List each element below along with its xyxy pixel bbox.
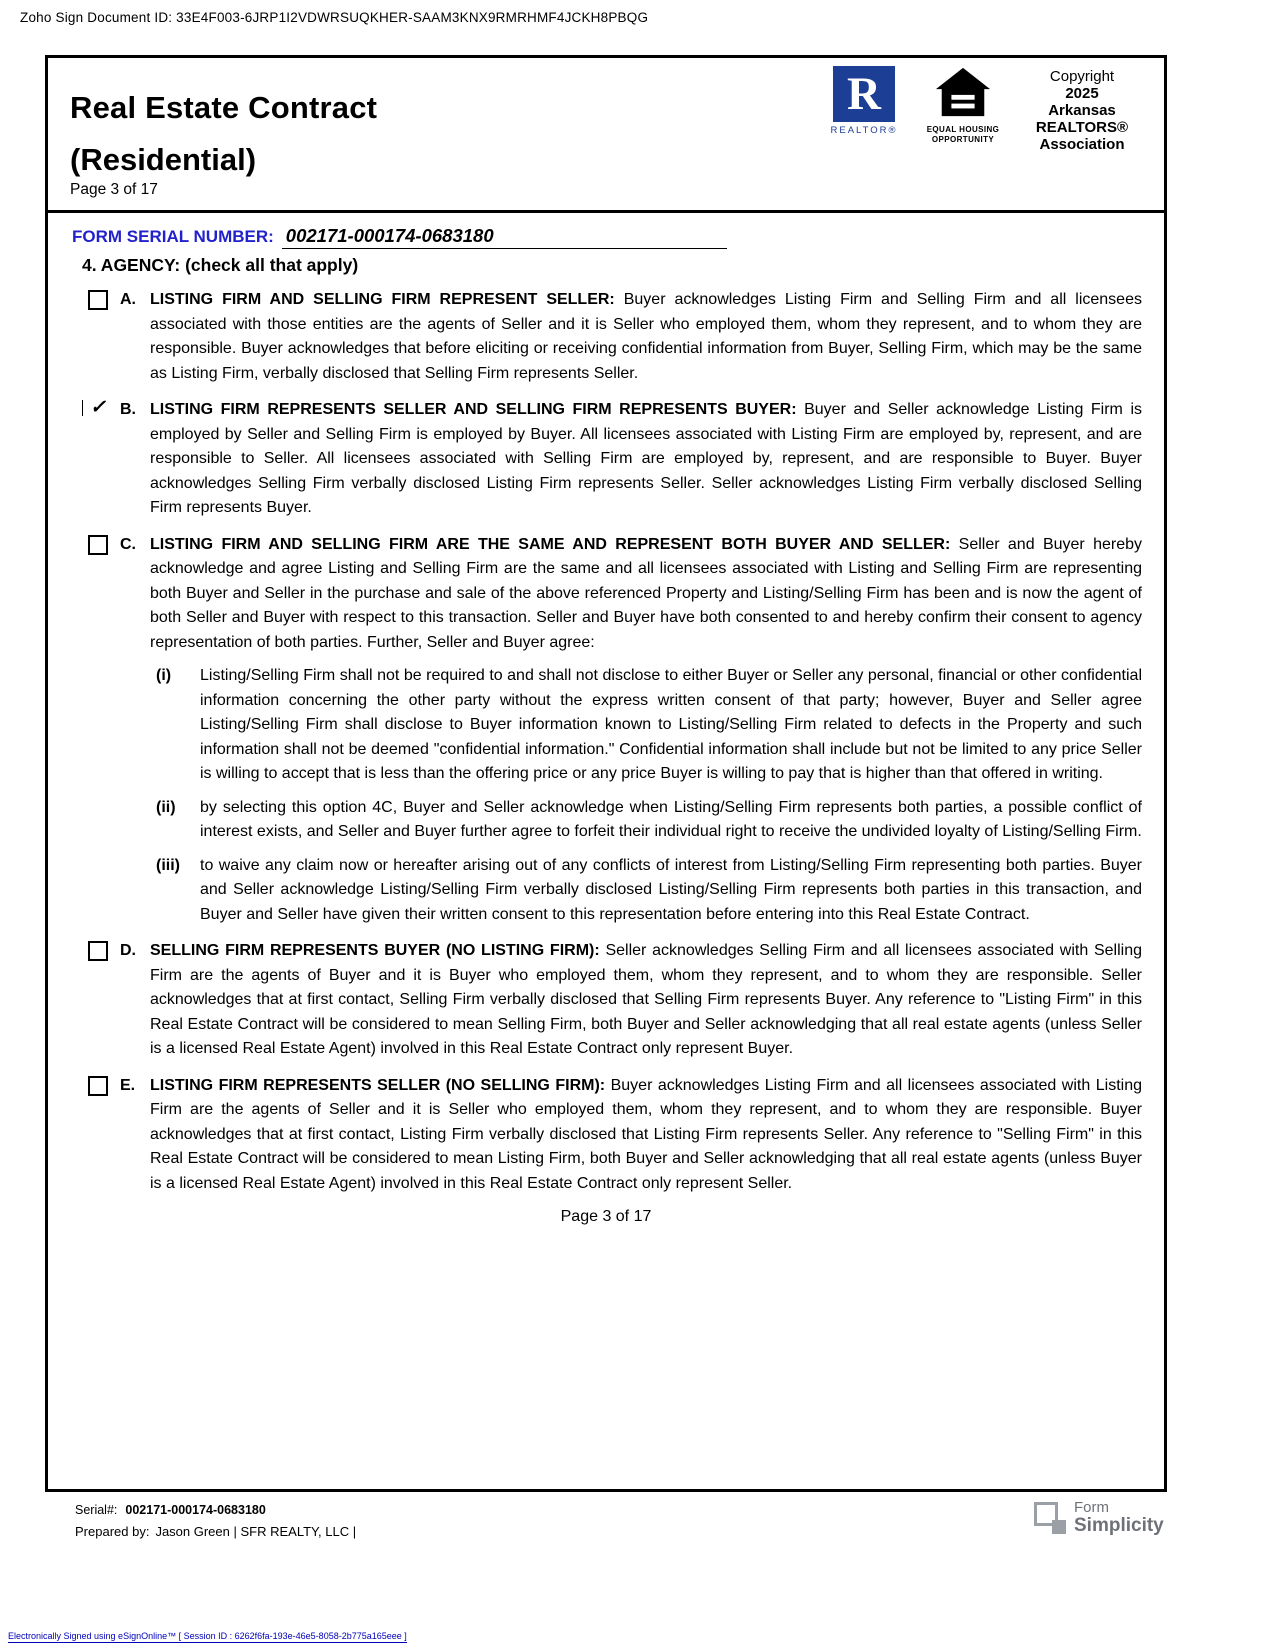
- header-divider: [48, 210, 1164, 213]
- form-simplicity-icon-inner-square: [1052, 1520, 1066, 1534]
- option-c-subitem-ii: [150, 796, 1142, 845]
- agency-option-c: [70, 533, 1142, 928]
- checkbox-option-d[interactable]: [88, 941, 108, 961]
- contract-page: [45, 55, 1167, 1492]
- esign-session-line: [8, 1631, 407, 1641]
- copyright-block: [1026, 66, 1138, 153]
- option-a-text: [150, 288, 1142, 386]
- option-e-text: [150, 1074, 1142, 1197]
- option-d-letter: D.: [120, 942, 136, 959]
- check-icon[interactable]: ✓: [90, 396, 106, 421]
- subitem-ii-text: by selecting this option 4C, Buyer and Seller acknowledge when Listing/Selling Firm represents both parties, a possible conflict of interest exists, and Seller and Buyer further agree to forfeit their individual right to receive the undivided loyalty of Listing/Selling Firm.: [200, 798, 1142, 840]
- agency-option-a: [70, 288, 1142, 386]
- form-simplicity-icon: [1034, 1502, 1066, 1534]
- option-b-heading: LISTING FIRM REPRESENTS SELLER AND SELLING FIRM REPRESENTS BUYER:: [150, 401, 797, 418]
- agency-option-d: [70, 939, 1142, 1062]
- option-d-heading: SELLING FIRM REPRESENTS BUYER (NO LISTING FIRM):: [150, 942, 600, 959]
- header-page-number: Page 3 of 17: [70, 181, 158, 198]
- agency-option-b: [70, 398, 1142, 521]
- checkbox-option-a[interactable]: [88, 290, 108, 310]
- option-c-text: [150, 533, 1142, 656]
- footer-prepared-value: Jason Green | SFR REALTY, LLC |: [155, 1524, 357, 1539]
- subitem-iii-text: to waive any claim now or hereafter arising out of any conflicts of interest from Listing/Selling Firm representing both parties. Buyer and Seller acknowledge Listing/Selling Firm verbally disclosed Listing/Selling Firm represents both parties in this transaction, and Buyer and Seller have given their written consent to this representation before entering into this Real Estate Contract.: [200, 856, 1142, 923]
- subitem-iii-label: (iii): [156, 856, 180, 874]
- copyright-org: REALTORS®: [1035, 119, 1129, 136]
- form-serial-value: 002171-000174-0683180: [282, 225, 727, 249]
- footer-prepared-by: [75, 1524, 356, 1539]
- option-a-body: Buyer acknowledges Listing Firm and Selling Firm and all licensees associated with those entities are the agents of Seller and it is Seller who employed them, whom they represent, and to whom they are responsible. Buyer acknowledges that before eliciting or receiving confidential information from Buyer, Selling Firm, which may be the same as Listing Firm, verbally disclosed that Selling Firm represents Seller.: [150, 291, 1142, 382]
- option-e-body: Buyer acknowledges Listing Firm and all licensees associated with Listing Firm are the agents of Seller and it is Seller who employed them, whom they represent, and to whom they are responsible. Buyer acknowledges that at first contact, Listing Firm verbally disclosed that Listing Firm represents Seller. Any reference to "Selling Firm" in this Real Estate Contract will be considered to mean Listing Firm, both Buyer and Seller acknowledging that all real estate agents (unless Buyer is a licensed Real Estate Agent) involved in this Real Estate Contract only represent Seller.: [150, 1076, 1142, 1192]
- footer-serial: [75, 1503, 266, 1517]
- equal-housing-caption: [920, 125, 1006, 144]
- option-d-body: Seller acknowledges Selling Firm and all licensees associated with Selling Firm are the agents of Buyer and it is Buyer who employed them, whom they represent, and to whom they are responsible. Seller acknowledges that at first contact, Selling Firm verbally disclosed that Selling Firm represents Buyer. Any reference to "Listing Firm" in this Real Estate Contract will be considered to mean Selling Firm, both Buyer and Seller acknowledging that all real estate agents (unless Seller is a licensed Real Estate Agent) involved in this Real Estate Contract only represent Buyer.: [150, 942, 1143, 1057]
- copyright-org2: Association: [1039, 136, 1125, 153]
- footer-serial-label: Serial#:: [75, 1503, 118, 1517]
- equal-housing-house-icon: [934, 66, 992, 118]
- form-serial-row: [72, 225, 1142, 249]
- option-b-letter: B.: [120, 401, 136, 418]
- realtor-logo: [828, 66, 900, 136]
- copyright-year: 2025: [1065, 85, 1099, 102]
- option-a-heading: LISTING FIRM AND SELLING FIRM REPRESENT SELLER:: [150, 291, 615, 308]
- option-c-letter: C.: [120, 535, 136, 553]
- option-a-letter: A.: [120, 291, 136, 308]
- eho-caption-line1: EQUAL HOUSING: [926, 125, 1000, 134]
- option-b-text: [150, 398, 1142, 521]
- eho-caption-line2: OPPORTUNITY: [931, 134, 995, 144]
- option-c-subitem-iii: [150, 854, 1142, 928]
- subitem-ii-label: (ii): [156, 798, 176, 816]
- copyright-state: Arkansas: [1048, 102, 1116, 119]
- option-e-letter: E.: [120, 1076, 136, 1094]
- checkbox-option-e[interactable]: [88, 1076, 108, 1096]
- realtor-r-icon: R: [833, 66, 895, 122]
- option-b-body: Buyer and Seller acknowledge Listing Firm is employed by Seller and Selling Firm is employed by Buyer. All licensees associated with Listing Firm are employed by, represent, and are responsible to Seller. All licensees associated with Selling Firm are employed by, represent, and are responsible to Buyer. Buyer acknowledges Selling Firm verbally disclosed Listing Firm represents Seller. Seller acknowledges Listing Firm verbally disclosed Selling Firm represents Buyer.: [150, 401, 1142, 516]
- subitem-i-label: (i): [156, 667, 172, 684]
- option-e-heading: LISTING FIRM REPRESENTS SELLER (NO SELLING FIRM):: [150, 1076, 606, 1094]
- agency-option-e: [70, 1074, 1142, 1197]
- option-d-text: [150, 939, 1142, 1062]
- equal-housing-logo: [920, 66, 1006, 144]
- footer-serial-value: 002171-000174-0683180: [125, 1503, 266, 1517]
- esign-session-text: Electronically Signed using eSignOnline™ [ Session ID : 6262f6fa-193e-46e5-8058-2b775a165eee ]: [8, 1631, 407, 1641]
- form-simplicity-logo: [1034, 1500, 1164, 1536]
- header-logos: [828, 66, 1138, 153]
- footer-prepared-label: Prepared by:: [75, 1524, 150, 1539]
- zoho-sign-document-id: Zoho Sign Document ID: 33E4F003-6JRP1I2VDWRSUQKHER-SAAM3KNX9RMRHMF4JCKH8PBQG: [20, 10, 649, 25]
- document-header: [70, 58, 1142, 210]
- form-serial-label: FORM SERIAL NUMBER:: [72, 227, 274, 246]
- subitem-i-text: Listing/Selling Firm shall not be required to and shall not disclose to either Buyer or Seller any personal, financial or other confidential information concerning the other party without the express written consent of that party; however, Buyer and Seller agree Listing/Selling Firm shall disclose to Buyer information known to Listing/Selling Firm related to defects in the Property and such information shall not be deemed "confidential information." Confidential information shall include but not be limited to any price Seller is willing to accept that is less than the offering price or any price Buyer is willing to pay that is higher than that offered in writing.: [200, 667, 1142, 782]
- document-subtitle: (Residential): [70, 142, 257, 177]
- form-simplicity-text: [1074, 1500, 1164, 1536]
- realtor-caption: REALTOR®: [830, 125, 898, 136]
- document-title: Real Estate Contract: [70, 90, 378, 125]
- checkbox-option-c[interactable]: [88, 535, 108, 555]
- section-4-agency-heading: 4. AGENCY: (check all that apply): [82, 255, 359, 275]
- footer-page-number: Page 3 of 17: [560, 1208, 652, 1225]
- form-simplicity-word1: Form: [1074, 1499, 1109, 1516]
- option-c-subitem-i: [150, 664, 1142, 787]
- form-simplicity-word2: Simplicity: [1074, 1514, 1164, 1536]
- option-c-heading: LISTING FIRM AND SELLING FIRM ARE THE SAME AND REPRESENT BOTH BUYER AND SELLER:: [150, 535, 951, 553]
- option-c-body: Seller and Buyer hereby acknowledge and agree Listing and Selling Firm are the same and all licensees associated with Listing and Selling Firm are representing both Buyer and Seller in the purchase and sale of the above referenced Property and Listing/Selling Firm has been and is now the agent of both Seller and Buyer with respect to this transaction. Seller and Buyer have both consented to and hereby confirm their consent to agency representation of both parties. Further, Seller and Buyer agree:: [150, 535, 1143, 651]
- copyright-word: Copyright: [1049, 68, 1115, 85]
